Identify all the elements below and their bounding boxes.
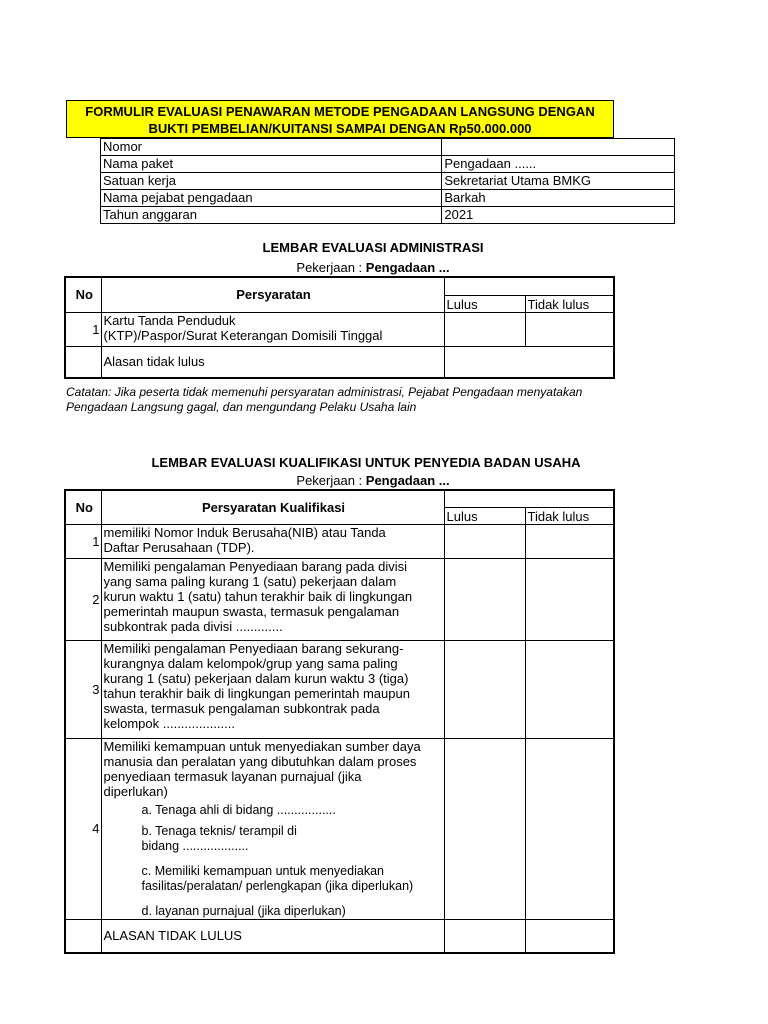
info-row: [101, 190, 675, 207]
sub-item-b: b. Tenaga teknis/ terampil di: [141, 823, 297, 838]
row-number: 2: [65, 558, 101, 640]
row-number: 3: [65, 640, 101, 738]
requirement-line: Memiliki pengalaman Penyediaan barang pada divisi: [103, 558, 408, 574]
info-table: [100, 138, 675, 224]
alasan-cell[interactable]: [525, 919, 614, 953]
requirement-line: subkontrak pada divisi .............: [103, 618, 283, 634]
info-value: Sekretariat Utama BMKG: [442, 173, 675, 190]
row-number: 1: [65, 524, 101, 558]
requirement-line: kelompok ....................: [103, 715, 235, 731]
lulus-cell[interactable]: [444, 738, 525, 919]
requirement-line: kurun waktu 1 (satu) tahun terakhir baik di lingkungan: [103, 588, 413, 604]
table-row: [65, 312, 614, 346]
info-label: Nama paket: [101, 156, 442, 173]
info-label: Nomor: [101, 139, 442, 156]
sub-item-b-cont: bidang ...................: [141, 838, 249, 853]
tidak-lulus-cell[interactable]: [525, 558, 614, 640]
requirement-line: Daftar Perusahaan (TDP).: [103, 539, 255, 555]
table-row: [65, 346, 614, 378]
form-title-line2: BUKTI PEMBELIAN/KUITANSI SAMPAI DENGAN Rp50.000.000: [148, 121, 532, 136]
sub-item-a: a. Tenaga ahli di bidang .................: [141, 802, 336, 817]
note-line: Catatan: Jika peserta tidak memenuhi persyaratan administrasi, Pejabat Pengadaan menyatakan: [66, 385, 583, 399]
requirement-text: [101, 640, 444, 738]
info-label: Satuan kerja: [101, 173, 442, 190]
info-value: [442, 139, 675, 156]
pekerjaan-label: Pekerjaan :: [296, 260, 366, 275]
pekerjaan-value: Pengadaan ...: [365, 260, 450, 275]
alasan-cell[interactable]: [444, 346, 614, 378]
requirement-line: (KTP)/Paspor/Surat Keterangan Domisili Tinggal: [103, 327, 383, 343]
requirement-line: manusia dan peralatan yang dibutuhkan dalam proses: [103, 753, 417, 769]
info-row: [101, 173, 675, 190]
col-tidak-header: Tidak lulus: [525, 295, 614, 312]
lulus-cell[interactable]: [444, 312, 525, 346]
lulus-cell[interactable]: [444, 524, 525, 558]
table-row: [65, 738, 614, 919]
requirement-line: yang sama paling kurang 1 (satu) pekerjaan dalam: [103, 573, 397, 589]
row-number: 4: [65, 738, 101, 919]
alasan-label: ALASAN TIDAK LULUS: [101, 919, 444, 953]
requirement-text: [101, 524, 444, 558]
requirement-line: memiliki Nomor Induk Berusaha(NIB) atau Tanda: [103, 524, 386, 540]
requirement-text: [101, 312, 444, 346]
tidak-lulus-cell[interactable]: [525, 524, 614, 558]
requirement-text: [101, 738, 444, 919]
admin-note: [66, 385, 666, 415]
tidak-lulus-cell[interactable]: [525, 312, 614, 346]
requirement-line: swasta, termasuk pengalaman subkontrak pada: [103, 700, 380, 716]
col-no-header: No: [65, 490, 101, 524]
empty-cell: [65, 919, 101, 953]
form-title-line1: FORMULIR EVALUASI PENAWARAN METODE PENGADAAN LANGSUNG DENGAN: [85, 104, 595, 119]
requirement-line: kurang 1 (satu) pekerjaan dalam kurun waktu 3 (tiga): [103, 670, 409, 686]
requirement-line: Memiliki pengalaman Penyediaan barang sekurang-: [103, 640, 404, 656]
alasan-cell[interactable]: [444, 919, 525, 953]
pekerjaan-label: Pekerjaan :: [296, 473, 366, 488]
col-lulus-header: Lulus: [444, 295, 525, 312]
requirement-text: [101, 558, 444, 640]
tidak-lulus-cell[interactable]: [525, 738, 614, 919]
pekerjaan-value: Pengadaan ...: [365, 473, 450, 488]
lulus-cell[interactable]: [444, 640, 525, 738]
row-number: 1: [65, 312, 101, 346]
note-line: Pengadaan Langsung gagal, dan mengundang Pelaku Usaha lain: [66, 400, 417, 414]
requirement-line: kurangnya dalam kelompok/grup yang sama paling: [103, 655, 398, 671]
info-row: [101, 156, 675, 173]
requirement-line: pemerintah maupun swasta, termasuk pengalaman: [103, 603, 400, 619]
result-header: [444, 277, 614, 295]
col-req-header: Persyaratan: [101, 277, 444, 312]
sub-item-c-cont: fasilitas/peralatan/ perlengkapan (jika diperlukan): [141, 878, 414, 893]
requirement-line: diperlukan): [103, 783, 168, 799]
kual-pekerjaan: [66, 473, 680, 488]
result-header: [444, 490, 614, 507]
info-value: 2021: [442, 207, 675, 224]
sub-item-d: d. layanan purnajual (jika diperlukan): [141, 903, 346, 918]
form-title: [66, 100, 614, 138]
kual-title: LEMBAR EVALUASI KUALIFIKASI UNTUK PENYEDIA BADAN USAHA: [151, 455, 581, 470]
info-value: Barkah: [442, 190, 675, 207]
admin-table: [64, 276, 615, 379]
col-lulus-header: Lulus: [444, 507, 525, 524]
info-row: [101, 139, 675, 156]
sub-item-c: c. Memiliki kemampuan untuk menyediakan: [141, 863, 384, 878]
info-value: Pengadaan ......: [442, 156, 675, 173]
table-row: [65, 558, 614, 640]
lulus-cell[interactable]: [444, 558, 525, 640]
tidak-lulus-cell[interactable]: [525, 640, 614, 738]
requirement-line: Memiliki kemampuan untuk menyediakan sumber daya: [103, 738, 421, 754]
requirement-line: tahun terakhir baik di lingkungan pemerintah maupun: [103, 685, 410, 701]
info-label: Nama pejabat pengadaan: [101, 190, 442, 207]
admin-pekerjaan: [66, 260, 680, 275]
col-req-header: Persyaratan Kualifikasi: [101, 490, 444, 524]
table-row: [65, 640, 614, 738]
empty-cell: [65, 346, 101, 378]
requirement-line: penyediaan termasuk layanan purnajual (jika: [103, 768, 362, 784]
col-no-header: No: [65, 277, 101, 312]
info-label: Tahun anggaran: [101, 207, 442, 224]
table-row: [65, 524, 614, 558]
requirement-line: Kartu Tanda Penduduk: [103, 312, 236, 328]
alasan-label: Alasan tidak lulus: [101, 346, 444, 378]
info-row: [101, 207, 675, 224]
col-tidak-header: Tidak lulus: [525, 507, 614, 524]
table-row: [65, 919, 614, 953]
admin-title: LEMBAR EVALUASI ADMINISTRASI: [262, 240, 484, 255]
kual-table: [64, 489, 615, 954]
